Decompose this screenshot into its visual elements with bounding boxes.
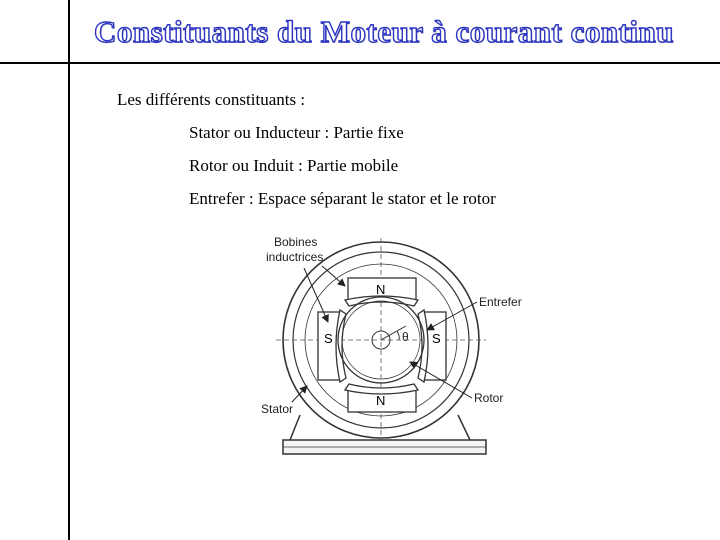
motor-base (283, 415, 486, 454)
title-underline-rule (0, 62, 720, 64)
label-entrefer: Entrefer (479, 295, 522, 309)
label-bobines-line2: inductrices (266, 250, 324, 264)
theta-label: θ (402, 330, 409, 344)
component-item-entrefer: Entrefer : Espace séparant le stator et le rotor (189, 189, 496, 208)
label-rotor: Rotor (474, 391, 504, 405)
slide-title: Constituants du Moteur à courant continu (93, 14, 675, 49)
pole-label-bottom: N (376, 393, 386, 408)
left-vertical-rule (68, 0, 70, 540)
pole-label-right: S (432, 331, 441, 346)
component-item-rotor: Rotor ou Induit : Partie mobile (189, 156, 399, 175)
component-item-stator: Stator ou Inducteur : Partie fixe (189, 123, 404, 142)
intro-text: Les différents constituants : (117, 90, 306, 109)
dc-motor-diagram (250, 228, 540, 468)
pole-label-top: N (376, 282, 386, 297)
pole-right (418, 310, 446, 382)
pole-label-left: S (324, 331, 333, 346)
label-stator: Stator (261, 402, 294, 416)
label-bobines-line1: Bobines (274, 235, 318, 249)
